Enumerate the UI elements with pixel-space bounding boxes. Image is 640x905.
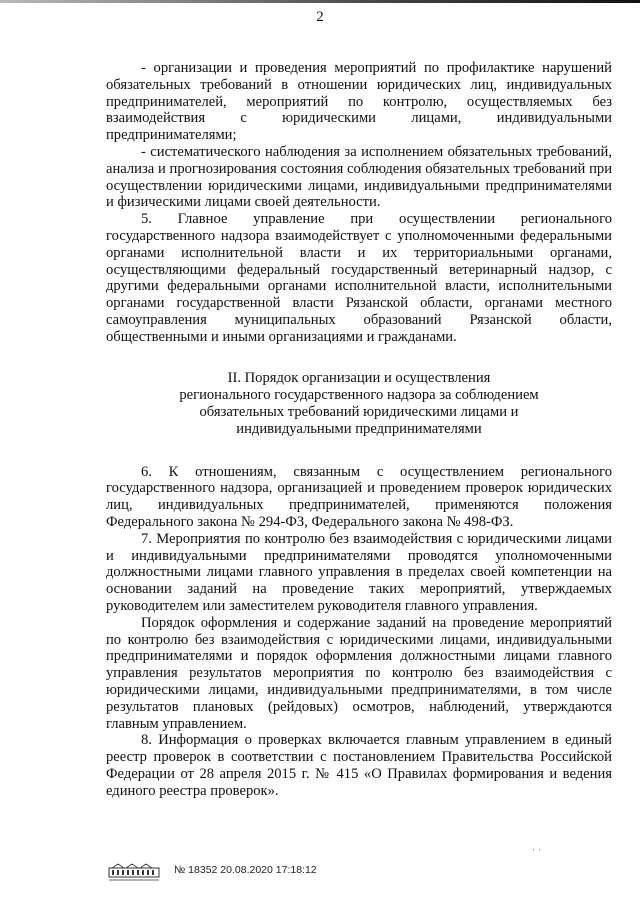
- scan-edge-line: [0, 0, 640, 3]
- paragraph: 5. Главное управление при осуществлении регионального государственного надзора взаимодействует с уполномоченными федеральными органами исполнительной власти и их территориальными органами, осуществляющими федеральный государственный ветеринарный надзор, с другими федеральными органами исполнительной власти, исполнительными органами государственной власти Рязанской области, органами местного самоуправления муниципальных образований Рязанской области, общественными и иными организациями и гражданами.: [106, 211, 612, 345]
- document-body: [106, 60, 612, 799]
- heading-line: регионального государственного надзора за соблюдением: [179, 386, 539, 403]
- section-heading: [106, 370, 612, 438]
- heading-line: индивидуальными предпринимателями: [236, 420, 482, 437]
- registration-number: № 18352 20.08.2020 17:18:12: [174, 864, 317, 876]
- page-number: 2: [316, 9, 324, 25]
- paragraph: Порядок оформления и содержание заданий на проведение мероприятий по контролю без взаимодействия с юридическими лицами, индивидуальными предпринимателями и порядок оформления должностными лицами главного управления результатов мероприятия по контролю без взаимодействия с юридическими лицами, индивидуальными предпринимателями, в том числе результатов плановых (рейдовых) осмотров, наблюдений, утверждаются главным управлением.: [106, 614, 612, 732]
- scan-mark: ˈ ˈ: [532, 848, 542, 859]
- heading-line: II. Порядок организации и осуществления: [227, 369, 491, 386]
- footer: [108, 858, 528, 888]
- heading-line: обязательных требований юридическими лицами и: [199, 403, 519, 420]
- paragraph: - систематического наблюдения за исполнением обязательных требований, анализа и прогнозирования состояния соблюдения обязательных требований при осуществлении юридическими лицами, индивидуальными предпринимателями и физическими лицами своей деятельности.: [106, 143, 612, 211]
- paragraph: 8. Информация о проверках включается главным управлением в единый реестр проверок в соответствии с постановлением Правительства Российской Федерации от 28 апреля 2015 г. № 415 «О Правилах формирования и ведения единого реестра проверок».: [106, 732, 612, 799]
- paragraph: 7. Мероприятия по контролю без взаимодействия с юридическими лицами и индивидуальными предпринимателями проводятся уполномоченными должностными лицами главного управления в пределах своей компетенции на основании заданий на проведение таких мероприятий, утверждаемых руководителем или заместителем руководителя главного управления.: [106, 530, 612, 614]
- government-stamp-icon: [108, 862, 160, 882]
- paragraph: - организации и проведения мероприятий по профилактике нарушений обязательных требований в отношении юридических лиц, индивидуальных предпринимателей, мероприятий по контролю, осуществляемых без взаимодействия с юридическими лицами, индивидуальными предпринимателями;: [106, 60, 612, 144]
- paragraph: 6. К отношениям, связанным с осуществлением регионального государственного надзора, организацией и проведением проверок юридических лиц, индивидуальных предпринимателей, применяются положения Федерального закона № 294-ФЗ, Федерального закона № 498-ФЗ.: [106, 463, 612, 530]
